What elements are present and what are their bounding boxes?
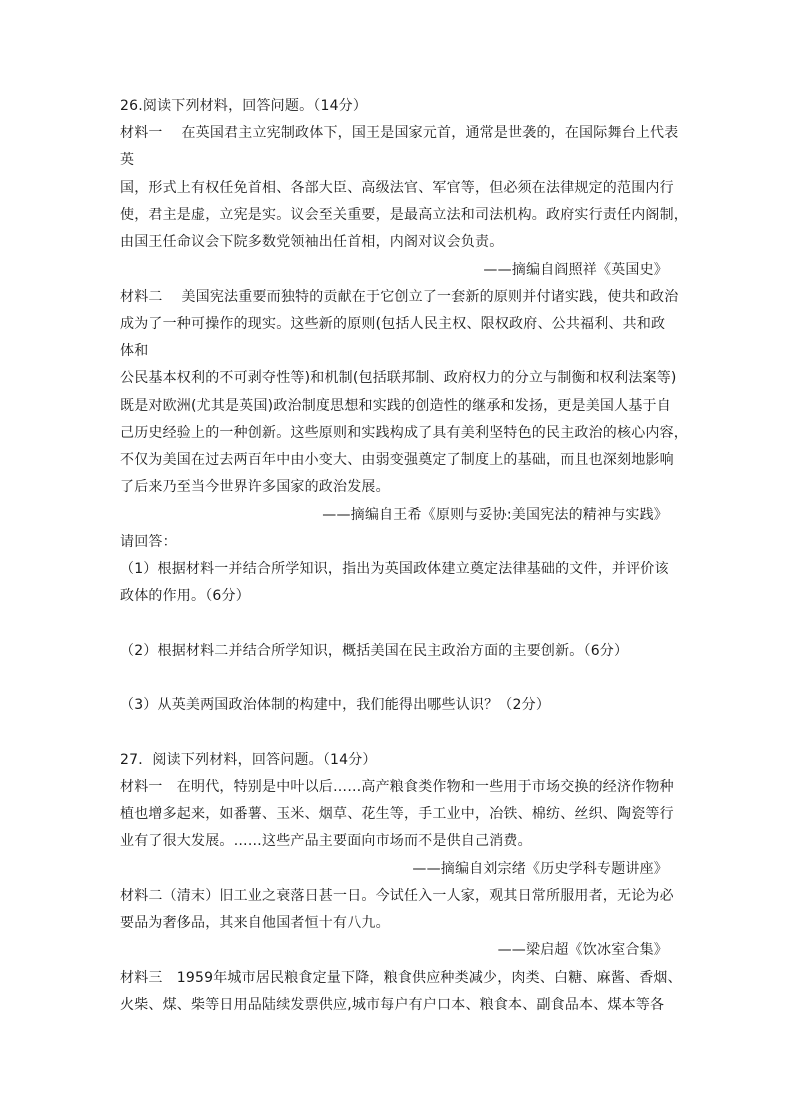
q26-material2-line: 不仅为美国在过去两百年中由小变大、由弱变强奠定了制度上的基础，而且也深刻地影响 [120,452,674,468]
q26-material2-line: 材料二 美国宪法重要而独特的贡献在于它创立了一套新的原则并付诸实践，使共和政治 [120,289,679,305]
q27-material1-line: 植也增多起来，如番薯、玉米、烟草、花生等，手工业中，冶铁、棉纺、丝织、陶瓷等行 [120,806,674,822]
q27-material2-line: 材料二（清末）旧工业之衰落日甚一日。今试任入一人家，观其日常所服用者，无论为必 [120,888,674,904]
q27-material1-line: 材料一 在明代，特别是中叶以后……高产粮食类作物和一些用于市场交换的经济作物种 [120,779,674,795]
q26-question3: （3）从英美两国政治体制的构建中，我们能得出哪些认识？（2分） [120,697,551,713]
q27-material2-source: ——梁启超《饮冰室合集》 [497,942,668,958]
q26-question2: （2）根据材料二并结合所学知识，概括美国在民主政治方面的主要创新。（6分） [120,643,629,659]
q26-material2-line: 公民基本权利的不可剥夺性等)和机制(包括联邦制、政府权力的分立与制衡和权利法案等) [120,370,677,386]
q26-material2-line: 成为了一种可操作的现实。这些新的原则(包括人民主权、限权政府、公共福利、共和政 [120,316,666,332]
q26-material1-line: 国，形式上有权任免首相、各部大臣、高级法官、军官等，但必须在法律规定的范围内行 [120,180,674,196]
q26-material2-line: 体和 [120,343,149,359]
q26-heading: 26.阅读下列材料，回答问题。（14分） [120,98,368,114]
q26-material1-line: 英 [120,152,135,168]
q27-material3-line: 材料三 1959年城市居民粮食定量下降，粮食供应种类减少，肉类、白糖、麻酱、香烟、 [120,970,682,986]
q26-material2-line: 己历史经验上的一种创新。这些原则和实践构成了具有美利坚特色的民主政治的核心内容， [120,425,688,441]
q26-material1-source: ——摘编自阎照祥《英国史》 [483,262,668,278]
q27-material2-line: 要品为奢侈品，其来自他国者恒十有八九。 [120,915,390,931]
q26-material1-line: 由国王任命议会下院多数党领袖出任首相，内阁对议会负责。 [120,234,504,250]
q27-heading: 27．阅读下列材料，回答问题。（14分） [120,752,377,768]
q26-material1-line: 材料一 在英国君主立宪制政体下，国王是国家元首，通常是世袭的，在国际舞台上代表 [120,125,679,141]
q27-material3-line: 火柴、煤、柴等日用品陆续发票供应,城市每户有户口本、粮食本、副食品本、煤本等各 [120,997,665,1013]
q26-material2-line: 了后来乃至当今世界许多国家的政治发展。 [120,479,390,495]
q27-material1-line: 业有了很大发展。……这些产品主要面向市场而不是供自己消费。 [120,833,532,849]
q26-material2-line: 既是对欧洲(尤其是英国)政治制度思想和实践的创造性的继承和发扬，更是美国人基于自 [120,398,671,414]
q27-material1-source: ——摘编自刘宗绪《历史学科专题讲座》 [412,861,668,877]
q26-material1-line: 使，君主是虚，立宪是实。议会至关重要，是最高立法和司法机构。政府实行责任内阁制， [120,207,688,223]
q26-question1: （1）根据材料一并结合所学知识，指出为英国政体建立奠定法律基础的文件，并评价该 [120,561,669,577]
q26-material2-source: ——摘编自王希《原则与妥协:美国宪法的精神与实践》 [322,507,668,523]
q26-prompt: 请回答： [120,534,177,550]
q26-question1: 政体的作用。（6分） [120,588,250,604]
